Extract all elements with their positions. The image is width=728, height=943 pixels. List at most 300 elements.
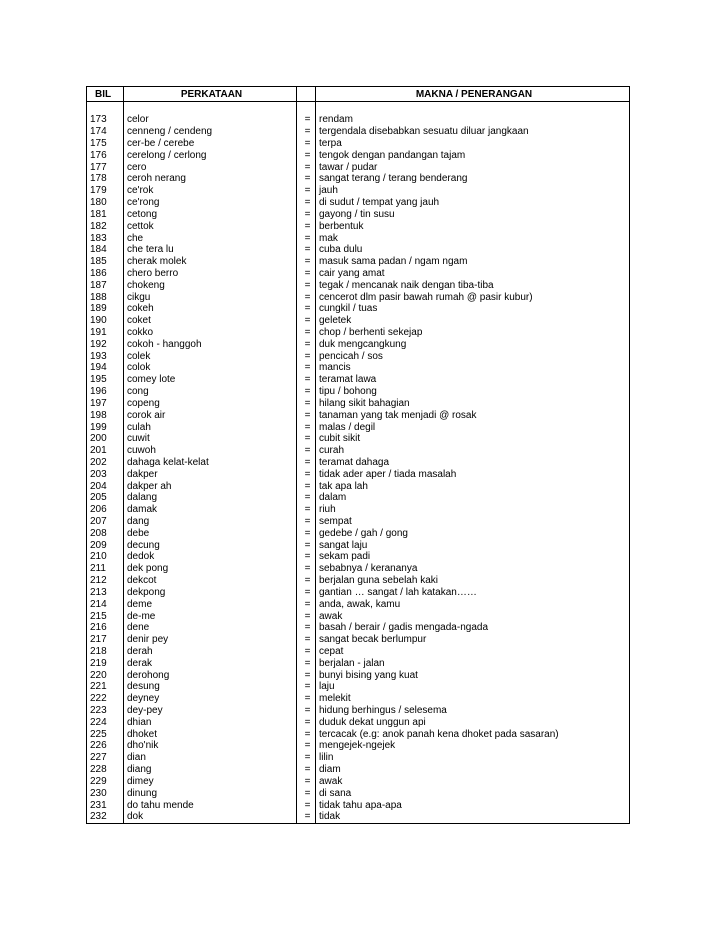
- cell-bil: 197: [87, 398, 124, 410]
- cell-separator: =: [297, 232, 316, 244]
- cell-makna: geletek: [316, 315, 630, 327]
- cell-makna: rendam: [316, 114, 630, 126]
- table-row: [87, 114, 630, 126]
- cell-perkataan: cerelong / cerlong: [124, 149, 297, 161]
- cell-bil: 232: [87, 811, 124, 823]
- cell-separator: =: [297, 752, 316, 764]
- cell-bil: 202: [87, 457, 124, 469]
- cell-separator: =: [297, 492, 316, 504]
- table-row: [87, 539, 630, 551]
- cell-makna: tegak / mencanak naik dengan tiba-tiba: [316, 279, 630, 291]
- cell-bil: 211: [87, 563, 124, 575]
- cell-perkataan: dhian: [124, 716, 297, 728]
- cell-separator: =: [297, 516, 316, 528]
- cell-bil: 182: [87, 220, 124, 232]
- cell-perkataan: cokko: [124, 327, 297, 339]
- table-row: [87, 457, 630, 469]
- cell-separator: =: [297, 657, 316, 669]
- table-row: [87, 398, 630, 410]
- cell-separator: =: [297, 315, 316, 327]
- cell-bil: 210: [87, 551, 124, 563]
- table-row: [87, 468, 630, 480]
- cell-perkataan: dhoket: [124, 728, 297, 740]
- cell-separator: =: [297, 669, 316, 681]
- cell-bil: 209: [87, 539, 124, 551]
- cell-bil: 175: [87, 138, 124, 150]
- cell-bil: 218: [87, 646, 124, 658]
- table-row: [87, 657, 630, 669]
- cell-bil: 184: [87, 244, 124, 256]
- cell-separator: =: [297, 634, 316, 646]
- cell-bil: 203: [87, 468, 124, 480]
- cell-perkataan: dok: [124, 811, 297, 823]
- cell-makna: jauh: [316, 185, 630, 197]
- cell-separator: =: [297, 693, 316, 705]
- table-row: [87, 504, 630, 516]
- cell-makna: di sana: [316, 787, 630, 799]
- cell-perkataan: copeng: [124, 398, 297, 410]
- cell-perkataan: dakper: [124, 468, 297, 480]
- cell-bil: 230: [87, 787, 124, 799]
- cell-separator: =: [297, 161, 316, 173]
- header-bil: BIL: [87, 87, 124, 102]
- cell-perkataan: decung: [124, 539, 297, 551]
- cell-perkataan: cetong: [124, 209, 297, 221]
- table-row: [87, 799, 630, 811]
- cell-separator: =: [297, 527, 316, 539]
- cell-bil: 207: [87, 516, 124, 528]
- table-row: [87, 705, 630, 717]
- table-row: [87, 338, 630, 350]
- cell-separator: =: [297, 433, 316, 445]
- cell-perkataan: comey lote: [124, 374, 297, 386]
- cell-makna: cair yang amat: [316, 268, 630, 280]
- cell-bil: 188: [87, 291, 124, 303]
- cell-bil: 187: [87, 279, 124, 291]
- table-row: [87, 622, 630, 634]
- cell-bil: 228: [87, 764, 124, 776]
- cell-bil: 201: [87, 445, 124, 457]
- cell-makna: duk mengcangkung: [316, 338, 630, 350]
- cell-separator: =: [297, 114, 316, 126]
- table-row: [87, 728, 630, 740]
- cell-bil: 191: [87, 327, 124, 339]
- cell-perkataan: dho'nik: [124, 740, 297, 752]
- cell-makna: tengok dengan pandangan tajam: [316, 149, 630, 161]
- cell-bil: 186: [87, 268, 124, 280]
- table-row: [87, 303, 630, 315]
- cell-bil: 194: [87, 362, 124, 374]
- cell-separator: =: [297, 776, 316, 788]
- table-row: [87, 350, 630, 362]
- cell-bil: 212: [87, 575, 124, 587]
- cell-makna: mak: [316, 232, 630, 244]
- cell-makna: sangat laju: [316, 539, 630, 551]
- cell-separator: =: [297, 398, 316, 410]
- spacer-row: [87, 102, 630, 115]
- cell-perkataan: colok: [124, 362, 297, 374]
- cell-bil: 221: [87, 681, 124, 693]
- cell-bil: 216: [87, 622, 124, 634]
- table-row: [87, 764, 630, 776]
- table-row: [87, 646, 630, 658]
- cell-separator: =: [297, 811, 316, 823]
- cell-perkataan: coket: [124, 315, 297, 327]
- table-row: [87, 149, 630, 161]
- cell-bil: 208: [87, 527, 124, 539]
- table-row: [87, 362, 630, 374]
- cell-bil: 229: [87, 776, 124, 788]
- cell-perkataan: cero: [124, 161, 297, 173]
- cell-perkataan: dey-pey: [124, 705, 297, 717]
- cell-makna: basah / berair / gadis mengada-ngada: [316, 622, 630, 634]
- dictionary-table: [86, 86, 630, 824]
- cell-bil: 217: [87, 634, 124, 646]
- cell-makna: melekit: [316, 693, 630, 705]
- cell-bil: 224: [87, 716, 124, 728]
- table-row: [87, 327, 630, 339]
- cell-perkataan: corok air: [124, 409, 297, 421]
- cell-perkataan: ceroh nerang: [124, 173, 297, 185]
- header-separator: [297, 87, 316, 102]
- cell-bil: 185: [87, 256, 124, 268]
- cell-perkataan: derak: [124, 657, 297, 669]
- cell-makna: teramat lawa: [316, 374, 630, 386]
- cell-separator: =: [297, 480, 316, 492]
- cell-makna: sangat becak berlumpur: [316, 634, 630, 646]
- table-row: [87, 669, 630, 681]
- cell-makna: curah: [316, 445, 630, 457]
- cell-separator: =: [297, 279, 316, 291]
- table-row: [87, 232, 630, 244]
- cell-bil: 183: [87, 232, 124, 244]
- cell-makna: berbentuk: [316, 220, 630, 232]
- cell-separator: =: [297, 716, 316, 728]
- cell-perkataan: celor: [124, 114, 297, 126]
- cell-makna: tergendala disebabkan sesuatu diluar jangkaan: [316, 126, 630, 138]
- cell-makna: gayong / tin susu: [316, 209, 630, 221]
- cell-bil: 200: [87, 433, 124, 445]
- table-row: [87, 409, 630, 421]
- cell-separator: =: [297, 610, 316, 622]
- cell-perkataan: debe: [124, 527, 297, 539]
- cell-makna: sempat: [316, 516, 630, 528]
- cell-separator: =: [297, 409, 316, 421]
- cell-perkataan: dinung: [124, 787, 297, 799]
- table-row: [87, 256, 630, 268]
- cell-bil: 199: [87, 421, 124, 433]
- cell-separator: =: [297, 551, 316, 563]
- cell-separator: =: [297, 563, 316, 575]
- cell-makna: mengejek-ngejek: [316, 740, 630, 752]
- cell-perkataan: dene: [124, 622, 297, 634]
- table-row: [87, 244, 630, 256]
- table-row: [87, 268, 630, 280]
- cell-makna: dalam: [316, 492, 630, 504]
- cell-makna: hilang sikit bahagian: [316, 398, 630, 410]
- cell-perkataan: ce'rok: [124, 185, 297, 197]
- cell-perkataan: cokeh: [124, 303, 297, 315]
- cell-makna: bunyi bising yang kuat: [316, 669, 630, 681]
- cell-bil: 225: [87, 728, 124, 740]
- header-makna: MAKNA / PENERANGAN: [316, 87, 630, 102]
- cell-makna: di sudut / tempat yang jauh: [316, 197, 630, 209]
- cell-perkataan: damak: [124, 504, 297, 516]
- cell-makna: berjalan guna sebelah kaki: [316, 575, 630, 587]
- cell-bil: 205: [87, 492, 124, 504]
- table-row: [87, 492, 630, 504]
- cell-perkataan: che: [124, 232, 297, 244]
- table-row: [87, 681, 630, 693]
- header-perkataan: PERKATAAN: [124, 87, 297, 102]
- cell-makna: cencerot dlm pasir bawah rumah @ pasir kubur): [316, 291, 630, 303]
- cell-separator: =: [297, 575, 316, 587]
- cell-bil: 206: [87, 504, 124, 516]
- cell-separator: =: [297, 681, 316, 693]
- table-row: [87, 421, 630, 433]
- cell-perkataan: dekcot: [124, 575, 297, 587]
- cell-perkataan: cer-be / cerebe: [124, 138, 297, 150]
- cell-bil: 192: [87, 338, 124, 350]
- table-row: [87, 610, 630, 622]
- table-row: [87, 209, 630, 221]
- cell-separator: =: [297, 728, 316, 740]
- table-row: [87, 716, 630, 728]
- table-row: [87, 575, 630, 587]
- cell-perkataan: ce'rong: [124, 197, 297, 209]
- cell-separator: =: [297, 291, 316, 303]
- cell-makna: chop / berhenti sekejap: [316, 327, 630, 339]
- cell-makna: cubit sikit: [316, 433, 630, 445]
- cell-bil: 180: [87, 197, 124, 209]
- cell-makna: laju: [316, 681, 630, 693]
- cell-makna: sekam padi: [316, 551, 630, 563]
- cell-makna: duduk dekat unggun api: [316, 716, 630, 728]
- table-row: [87, 315, 630, 327]
- cell-separator: =: [297, 244, 316, 256]
- cell-perkataan: chokeng: [124, 279, 297, 291]
- cell-separator: =: [297, 539, 316, 551]
- table-row: [87, 634, 630, 646]
- cell-perkataan: chero berro: [124, 268, 297, 280]
- table-row: [87, 386, 630, 398]
- table-header: [87, 87, 630, 102]
- table-row: [87, 138, 630, 150]
- cell-separator: =: [297, 327, 316, 339]
- cell-makna: tercacak (e.g: anok panah kena dhoket pada sasaran): [316, 728, 630, 740]
- cell-separator: =: [297, 705, 316, 717]
- cell-perkataan: dimey: [124, 776, 297, 788]
- cell-bil: 195: [87, 374, 124, 386]
- cell-makna: awak: [316, 776, 630, 788]
- cell-separator: =: [297, 598, 316, 610]
- cell-separator: =: [297, 256, 316, 268]
- cell-perkataan: do tahu mende: [124, 799, 297, 811]
- cell-separator: =: [297, 468, 316, 480]
- cell-separator: =: [297, 622, 316, 634]
- cell-makna: tak apa lah: [316, 480, 630, 492]
- cell-bil: 198: [87, 409, 124, 421]
- cell-perkataan: dedok: [124, 551, 297, 563]
- cell-bil: 178: [87, 173, 124, 185]
- cell-separator: =: [297, 787, 316, 799]
- table-row: [87, 173, 630, 185]
- cell-perkataan: culah: [124, 421, 297, 433]
- table-row: [87, 787, 630, 799]
- table-row: [87, 279, 630, 291]
- cell-makna: tipu / bohong: [316, 386, 630, 398]
- cell-separator: =: [297, 799, 316, 811]
- cell-perkataan: cikgu: [124, 291, 297, 303]
- table-row: [87, 811, 630, 823]
- cell-makna: cuba dulu: [316, 244, 630, 256]
- cell-separator: =: [297, 197, 316, 209]
- cell-perkataan: dalang: [124, 492, 297, 504]
- cell-perkataan: cettok: [124, 220, 297, 232]
- cell-perkataan: dang: [124, 516, 297, 528]
- table-row: [87, 445, 630, 457]
- cell-bil: 231: [87, 799, 124, 811]
- table-row: [87, 693, 630, 705]
- cell-makna: awak: [316, 610, 630, 622]
- cell-separator: =: [297, 740, 316, 752]
- cell-separator: =: [297, 173, 316, 185]
- cell-separator: =: [297, 764, 316, 776]
- table-row: [87, 185, 630, 197]
- cell-perkataan: de-me: [124, 610, 297, 622]
- table-row: [87, 527, 630, 539]
- cell-bil: 177: [87, 161, 124, 173]
- table-row: [87, 374, 630, 386]
- cell-makna: teramat dahaga: [316, 457, 630, 469]
- table-row: [87, 598, 630, 610]
- table-row: [87, 197, 630, 209]
- cell-makna: berjalan - jalan: [316, 657, 630, 669]
- cell-perkataan: derohong: [124, 669, 297, 681]
- cell-makna: tawar / pudar: [316, 161, 630, 173]
- cell-bil: 181: [87, 209, 124, 221]
- cell-separator: =: [297, 362, 316, 374]
- cell-bil: 196: [87, 386, 124, 398]
- cell-perkataan: cherak molek: [124, 256, 297, 268]
- cell-makna: cepat: [316, 646, 630, 658]
- cell-perkataan: che tera lu: [124, 244, 297, 256]
- cell-perkataan: dekpong: [124, 587, 297, 599]
- cell-bil: 179: [87, 185, 124, 197]
- table-row: [87, 563, 630, 575]
- cell-makna: riuh: [316, 504, 630, 516]
- cell-separator: =: [297, 646, 316, 658]
- cell-bil: 215: [87, 610, 124, 622]
- table-row: [87, 752, 630, 764]
- table-row: [87, 740, 630, 752]
- cell-makna: tidak tahu apa-apa: [316, 799, 630, 811]
- cell-separator: =: [297, 587, 316, 599]
- cell-bil: 227: [87, 752, 124, 764]
- table-row: [87, 126, 630, 138]
- cell-perkataan: dian: [124, 752, 297, 764]
- cell-bil: 213: [87, 587, 124, 599]
- table-row: [87, 587, 630, 599]
- cell-perkataan: denir pey: [124, 634, 297, 646]
- cell-separator: =: [297, 457, 316, 469]
- cell-separator: =: [297, 185, 316, 197]
- table-row: [87, 776, 630, 788]
- cell-bil: 222: [87, 693, 124, 705]
- cell-perkataan: dakper ah: [124, 480, 297, 492]
- cell-bil: 204: [87, 480, 124, 492]
- cell-separator: =: [297, 268, 316, 280]
- cell-bil: 189: [87, 303, 124, 315]
- cell-makna: sebabnya / kerananya: [316, 563, 630, 575]
- cell-makna: diam: [316, 764, 630, 776]
- cell-perkataan: dek pong: [124, 563, 297, 575]
- cell-separator: =: [297, 126, 316, 138]
- cell-perkataan: diang: [124, 764, 297, 776]
- cell-makna: gedebe / gah / gong: [316, 527, 630, 539]
- cell-perkataan: derah: [124, 646, 297, 658]
- cell-makna: mancis: [316, 362, 630, 374]
- cell-separator: =: [297, 386, 316, 398]
- cell-separator: =: [297, 504, 316, 516]
- cell-separator: =: [297, 338, 316, 350]
- cell-bil: 174: [87, 126, 124, 138]
- table-row: [87, 161, 630, 173]
- cell-separator: =: [297, 209, 316, 221]
- table-row: [87, 220, 630, 232]
- cell-perkataan: cong: [124, 386, 297, 398]
- cell-makna: anda, awak, kamu: [316, 598, 630, 610]
- cell-makna: terpa: [316, 138, 630, 150]
- cell-makna: cungkil / tuas: [316, 303, 630, 315]
- cell-makna: malas / degil: [316, 421, 630, 433]
- cell-makna: tanaman yang tak menjadi @ rosak: [316, 409, 630, 421]
- cell-perkataan: cuwit: [124, 433, 297, 445]
- cell-makna: hidung berhingus / selesema: [316, 705, 630, 717]
- table-row: [87, 291, 630, 303]
- cell-makna: sangat terang / terang benderang: [316, 173, 630, 185]
- cell-perkataan: dahaga kelat-kelat: [124, 457, 297, 469]
- cell-makna: tidak: [316, 811, 630, 823]
- cell-makna: pencicah / sos: [316, 350, 630, 362]
- cell-makna: gantian … sangat / lah katakan……: [316, 587, 630, 599]
- cell-separator: =: [297, 220, 316, 232]
- cell-bil: 190: [87, 315, 124, 327]
- cell-separator: =: [297, 374, 316, 386]
- cell-bil: 226: [87, 740, 124, 752]
- cell-perkataan: cuwoh: [124, 445, 297, 457]
- cell-bil: 193: [87, 350, 124, 362]
- cell-perkataan: deme: [124, 598, 297, 610]
- table-row: [87, 480, 630, 492]
- table-row: [87, 433, 630, 445]
- cell-separator: =: [297, 138, 316, 150]
- cell-makna: lilin: [316, 752, 630, 764]
- cell-bil: 173: [87, 114, 124, 126]
- cell-bil: 219: [87, 657, 124, 669]
- cell-makna: masuk sama padan / ngam ngam: [316, 256, 630, 268]
- cell-makna: tidak ader aper / tiada masalah: [316, 468, 630, 480]
- cell-bil: 220: [87, 669, 124, 681]
- table-row: [87, 516, 630, 528]
- cell-perkataan: colek: [124, 350, 297, 362]
- cell-perkataan: cenneng / cendeng: [124, 126, 297, 138]
- cell-perkataan: deyney: [124, 693, 297, 705]
- cell-bil: 223: [87, 705, 124, 717]
- cell-bil: 214: [87, 598, 124, 610]
- cell-bil: 176: [87, 149, 124, 161]
- cell-separator: =: [297, 303, 316, 315]
